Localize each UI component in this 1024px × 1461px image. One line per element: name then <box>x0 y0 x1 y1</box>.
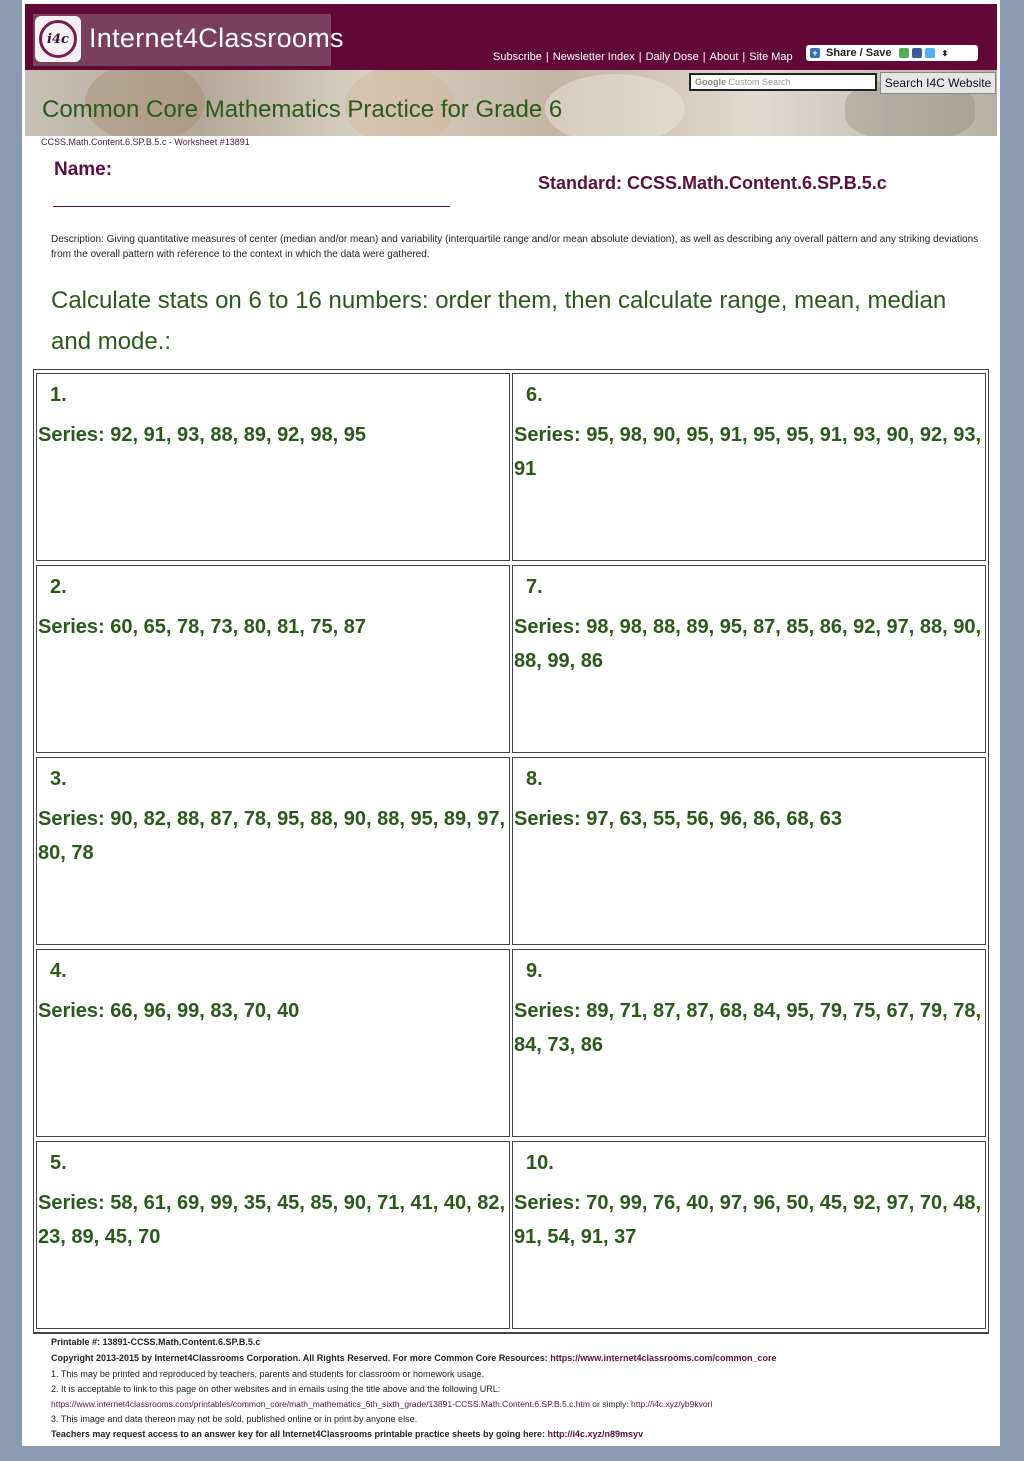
google-logo-text: Google <box>695 77 726 87</box>
share-plus-icon: + <box>810 48 820 58</box>
problem-series: Series: 92, 91, 93, 88, 89, 92, 98, 95 <box>38 424 367 446</box>
description: Description: Giving quantitative measures of center (median and/or mean) and variability (interquartile range and/or mean absolute deviation), as well as describing any overall pattern and any striking deviations from the overall pattern with reference to the context in which the data were gathered. <box>51 234 979 260</box>
printable-number: Printable #: 13891-CCSS.Math.Content.6.SP.B.5.c <box>51 1337 261 1347</box>
problem-cell-2 <box>36 565 510 753</box>
breadcrumb: CCSS.Math.Content.6.SP.B.5.c - Worksheet #13891 <box>41 137 250 147</box>
problem-cell-5 <box>36 1141 510 1329</box>
nav-site-map[interactable]: Site Map <box>749 51 793 63</box>
problem-number: 9. <box>526 960 543 982</box>
problem-series: Series: 70, 99, 76, 40, 97, 96, 50, 45, 92, 97, 70, 48, 91, 54, 91, 37 <box>514 1192 982 1248</box>
nav-separator: | <box>702 51 706 63</box>
problem-number: 1. <box>50 384 67 406</box>
problem-cell-9 <box>512 949 986 1137</box>
problem-number: 10. <box>526 1152 554 1174</box>
instructions: Calculate stats on 6 to 16 numbers: order them, then calculate range, mean, median and mode.: <box>51 287 947 355</box>
copyright <box>51 1353 777 1363</box>
answer-key-link[interactable]: http://i4c.xyz/n89msyv <box>547 1429 644 1439</box>
worksheet-short-url[interactable]: http://i4c.xyz/yb9kvorl <box>631 1399 713 1409</box>
problem-cell-10 <box>512 1141 986 1329</box>
problem-series: Series: 58, 61, 69, 99, 35, 45, 85, 90, 71, 41, 40, 82, 23, 89, 45, 70 <box>38 1192 506 1248</box>
problem-cell-8 <box>512 757 986 945</box>
problem-cell-6 <box>512 373 986 561</box>
nav-daily-dose[interactable]: Daily Dose <box>645 51 699 63</box>
problem-cell-1 <box>36 373 510 561</box>
usage-note-3: 3. This image and data thereon may not be sold, published online or in print by anyone else. <box>51 1414 418 1424</box>
site-search-input[interactable] <box>689 73 877 91</box>
nav-separator: | <box>638 51 642 63</box>
problem-series: Series: 95, 98, 90, 95, 91, 95, 95, 91, 93, 90, 92, 93, 91 <box>514 424 982 480</box>
share-save-button[interactable] <box>806 45 978 61</box>
problem-series: Series: 60, 65, 78, 73, 80, 81, 75, 87 <box>38 616 367 638</box>
worksheet-long-url[interactable]: https://www.internet4classrooms.com/printables/common_core/math_mathematics_6th_sixth_grade/13891-CCSS.Math.Content.6.SP.B.5.c.htm <box>51 1399 590 1409</box>
logo-badge-icon <box>35 16 81 62</box>
problem-number: 8. <box>526 768 543 790</box>
answer-key-text: Teachers may request access to an answer key for all Internet4Classrooms printable practice sheets by going here: <box>51 1429 548 1439</box>
answer-key-note <box>51 1429 643 1439</box>
facebook-icon <box>912 48 922 58</box>
problem-number: 7. <box>526 576 543 598</box>
problem-series: Series: 66, 96, 99, 83, 70, 40 <box>38 1000 300 1022</box>
nav-newsletter-index[interactable]: Newsletter Index <box>552 51 635 63</box>
nav-separator: | <box>742 51 746 63</box>
search-placeholder: Custom Search <box>728 77 791 87</box>
site-logo[interactable] <box>33 14 344 66</box>
share-save-label: Share / Save <box>826 47 892 59</box>
chevron-updown-icon: ⬍ <box>941 48 949 58</box>
problem-series: Series: 97, 63, 55, 56, 96, 86, 68, 63 <box>514 808 843 830</box>
nav-separator: | <box>545 51 549 63</box>
logo-text: Internet4Classrooms <box>89 23 344 53</box>
worksheet-url-line <box>51 1399 712 1409</box>
usage-note-2: 2. It is acceptable to link to this page on other websites and in emails using the title above and the following URL: <box>51 1384 501 1394</box>
problem-number: 4. <box>50 960 67 982</box>
problem-number: 5. <box>50 1152 67 1174</box>
problem-cell-4 <box>36 949 510 1137</box>
standard-label: Standard: CCSS.Math.Content.6.SP.B.5.c <box>538 173 887 193</box>
problem-cell-7 <box>512 565 986 753</box>
problem-cell-3 <box>36 757 510 945</box>
search-button[interactable]: Search I4C Website <box>880 72 996 94</box>
page-title: Common Core Mathematics Practice for Grade 6 <box>42 96 563 123</box>
nav-subscribe[interactable]: Subscribe <box>493 51 542 63</box>
problem-number: 2. <box>50 576 67 598</box>
usage-note-1: 1. This may be printed and reproduced by teachers, parents and students for classroom or homework usage. <box>51 1369 485 1379</box>
problem-series: Series: 90, 82, 88, 87, 78, 95, 88, 90, 88, 95, 89, 97, 80, 78 <box>38 808 506 864</box>
footer-divider <box>33 1333 989 1334</box>
problem-number: 3. <box>50 768 67 790</box>
logo-badge-text: i4c <box>39 20 77 58</box>
copyright-text: Copyright 2013-2015 by Internet4Classrooms Corporation. All Rights Reserved. For more Common Core Resources: <box>51 1353 551 1363</box>
name-underline <box>53 206 450 207</box>
problem-series: Series: 98, 98, 88, 89, 95, 87, 85, 86, 92, 97, 88, 90, 88, 99, 86 <box>514 616 982 672</box>
nav-about[interactable]: About <box>709 51 739 63</box>
problem-number: 6. <box>526 384 543 406</box>
common-core-link[interactable]: https://www.internet4classrooms.com/common_core <box>550 1353 777 1363</box>
top-nav <box>493 51 793 63</box>
share-email-icon <box>899 48 909 58</box>
twitter-icon <box>925 48 935 58</box>
problem-series: Series: 89, 71, 87, 87, 68, 84, 95, 79, 75, 67, 79, 78, 84, 73, 86 <box>514 1000 982 1056</box>
name-label: Name: <box>54 159 113 180</box>
url-or-text: or simply: <box>589 1399 632 1409</box>
